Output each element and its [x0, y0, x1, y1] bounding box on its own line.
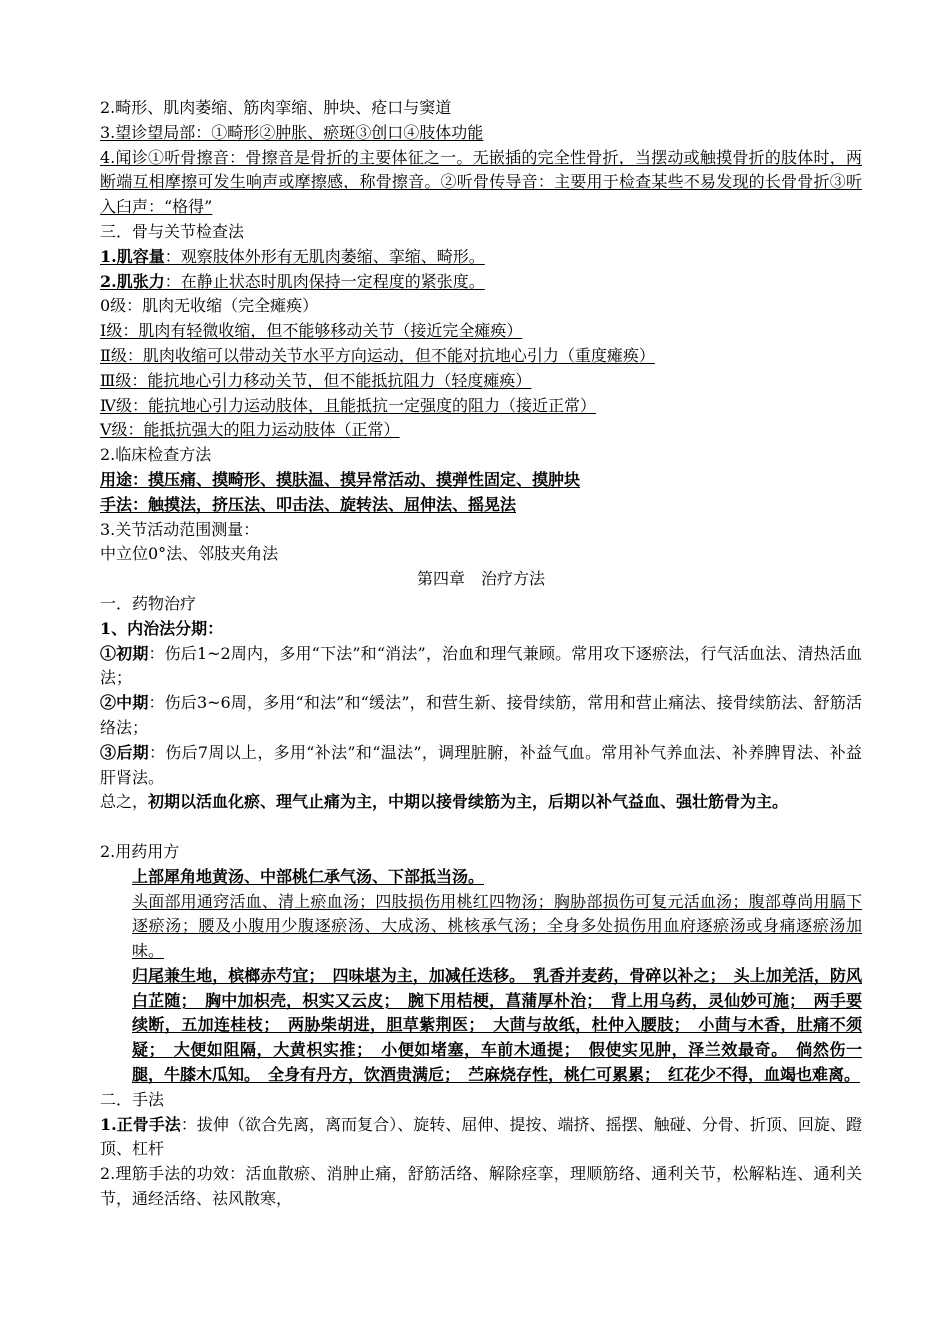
text-line: 2.畸形、肌肉萎缩、筋肉挛缩、肿块、疮口与窦道	[100, 98, 452, 117]
text-paragraph: 头面部用通窍活血、清上瘀血汤；四肢损伤用桃红四物汤；胸胁部损伤可复元活血汤；腹部尊尚用膈下逐瘀汤；腰及小腹用少腹逐瘀汤、大成汤、桃核承气汤；全身多处损伤用血府逐瘀汤或身痛逐瘀汤加味。	[132, 891, 862, 961]
text-line	[100, 245, 862, 270]
grade-item: Ⅱ级：肌肉收缩可以带动关节水平方向运动，但不能对抗地心引力（重度瘫痪）	[100, 345, 655, 365]
text-line: 3.望诊望局部：①畸形②肿胀、瘀斑③创口④肢体功能	[100, 122, 484, 142]
verse-paragraph: 归尾兼生地，槟榔赤芍宜； 四味堪为主，加减任迭移。 乳香并麦药，骨碎以补之； 头上加羌活，防风白芷随； 胸中加枳壳，枳实又云皮； 腕下用桔梗，菖蒲厚朴治； 背上用乌药，灵仙妙可施； 两手要续断，五加连桂枝； 两胁柴胡进，胆草紫荆医； 大茴与故纸，杜仲入腰肢； 小茴与木香，肚痛不须疑； 大便如阻隔，大黄枳实推； 小便如堵塞，车前木通提； 假使实见肿，泽兰效最奇。 倘然伤一腿，牛膝木瓜知。 全身有丹方，饮酒贵满卮； 苎麻烧存性，桃仁可累累； 红花少不得，血竭也难离。	[132, 965, 862, 1085]
text-line	[100, 270, 862, 295]
term: ②中期	[100, 693, 149, 713]
text-line: 手法：触摸法，挤压法、叩击法、旋转法、屈伸法、摇晃法	[100, 494, 517, 514]
definition: ：伤后1~2周内，多用“下法”和“消法”，治血和理气兼顾。常用攻下逐瘀法，行气活血法、清热活血法；	[100, 643, 862, 688]
text-paragraph	[100, 790, 862, 840]
text-line: 中立位0°法、邻肢夹角法	[100, 544, 279, 564]
text-paragraph	[100, 741, 862, 791]
grade-item: Ⅲ级：能抗地心引力移动关节，但不能抵抗阻力（轻度瘫痪）	[100, 370, 532, 390]
text-paragraph: 2.理筋手法的功效：活血散瘀、消肿止痛，舒筋活络、解除痉挛，理顺筋络、通利关节，松解粘连、通利关节，通经活络、祛风散寒，	[100, 1164, 862, 1209]
definition: ：在静止状态时肌肉保持一定程度的紧张度。	[164, 271, 485, 291]
subheading: 2.临床检查方法	[100, 445, 212, 465]
grade-item: Ⅳ级：能抗地心引力运动肢体，且能抵抗一定强度的阻力（接近正常）	[100, 395, 596, 415]
chapter-title: 第四章 治疗方法	[416, 569, 545, 589]
text-paragraph	[100, 1113, 862, 1163]
term: ①初期	[100, 643, 149, 663]
subheading: 3.关节活动范围测量：	[100, 519, 260, 539]
summary-body: 初期以活血化瘀、理气止痛为主，中期以接骨续筋为主，后期以补气益血、强壮筋骨为主。	[148, 792, 789, 812]
grade-item: Ⅰ级：肌肉有轻微收缩，但不能够移动关节（接近完全瘫痪）	[100, 321, 523, 341]
document-page	[100, 96, 862, 1212]
grade-item: 0级：肌肉无收缩（完全瘫痪）	[100, 296, 319, 316]
text-paragraph	[100, 642, 862, 692]
text-line: 用途：摸压痛、摸畸形、摸肤温、摸异常活动、摸弹性固定、摸肿块	[100, 469, 581, 489]
term: 2.肌张力	[100, 271, 165, 291]
term: 1.肌容量	[100, 246, 165, 266]
section-heading: 一．药物治疗	[100, 593, 197, 613]
definition: ：伤后3~6周，多用“和法”和“缓法”，和营生新、接骨续筋，常用和营止痛法、接骨续筋法、舒筋活络法；	[100, 693, 862, 737]
subheading: 2.用药用方	[100, 841, 180, 861]
text-paragraph	[100, 691, 862, 741]
section-heading: 二．手法	[100, 1089, 165, 1109]
text-line: 上部犀角地黄汤、中部桃仁承气汤、下部抵当汤。	[132, 866, 485, 886]
subheading: 1、内治法分期：	[100, 618, 224, 638]
definition: ：观察肢体外形有无肌肉萎缩、挛缩、畸形。	[164, 246, 485, 266]
summary-lead: 总之，	[100, 792, 149, 812]
term: ③后期	[100, 742, 149, 762]
definition: ：伤后7周以上，多用“补法”和“温法”，调理脏腑，补益气血。常用补气养血法、补养脾胃法、补益肝肾法。	[100, 742, 862, 787]
grade-item: Ⅴ级：能抵抗强大的阻力运动肢体（正常）	[100, 420, 400, 440]
section-heading: 三．骨与关节检查法	[100, 221, 245, 241]
text-paragraph: 4.闻诊①听骨擦音：骨擦音是骨折的主要体征之一。无嵌插的完全性骨折，当摆动或触摸骨折的肢体时，两断端互相摩擦可发生响声或摩擦感，称骨擦音。②听骨传导音：主要用于检查某些不易发现的长骨骨折③听入臼声：“格得”	[100, 147, 862, 217]
term: 1.正骨手法	[100, 1114, 181, 1134]
definition: ：拔伸（欲合先离，离而复合）、旋转、屈伸、提按、端挤、摇摆、触碰、分骨、折顶、回旋、蹬顶、杠杆	[100, 1114, 862, 1159]
